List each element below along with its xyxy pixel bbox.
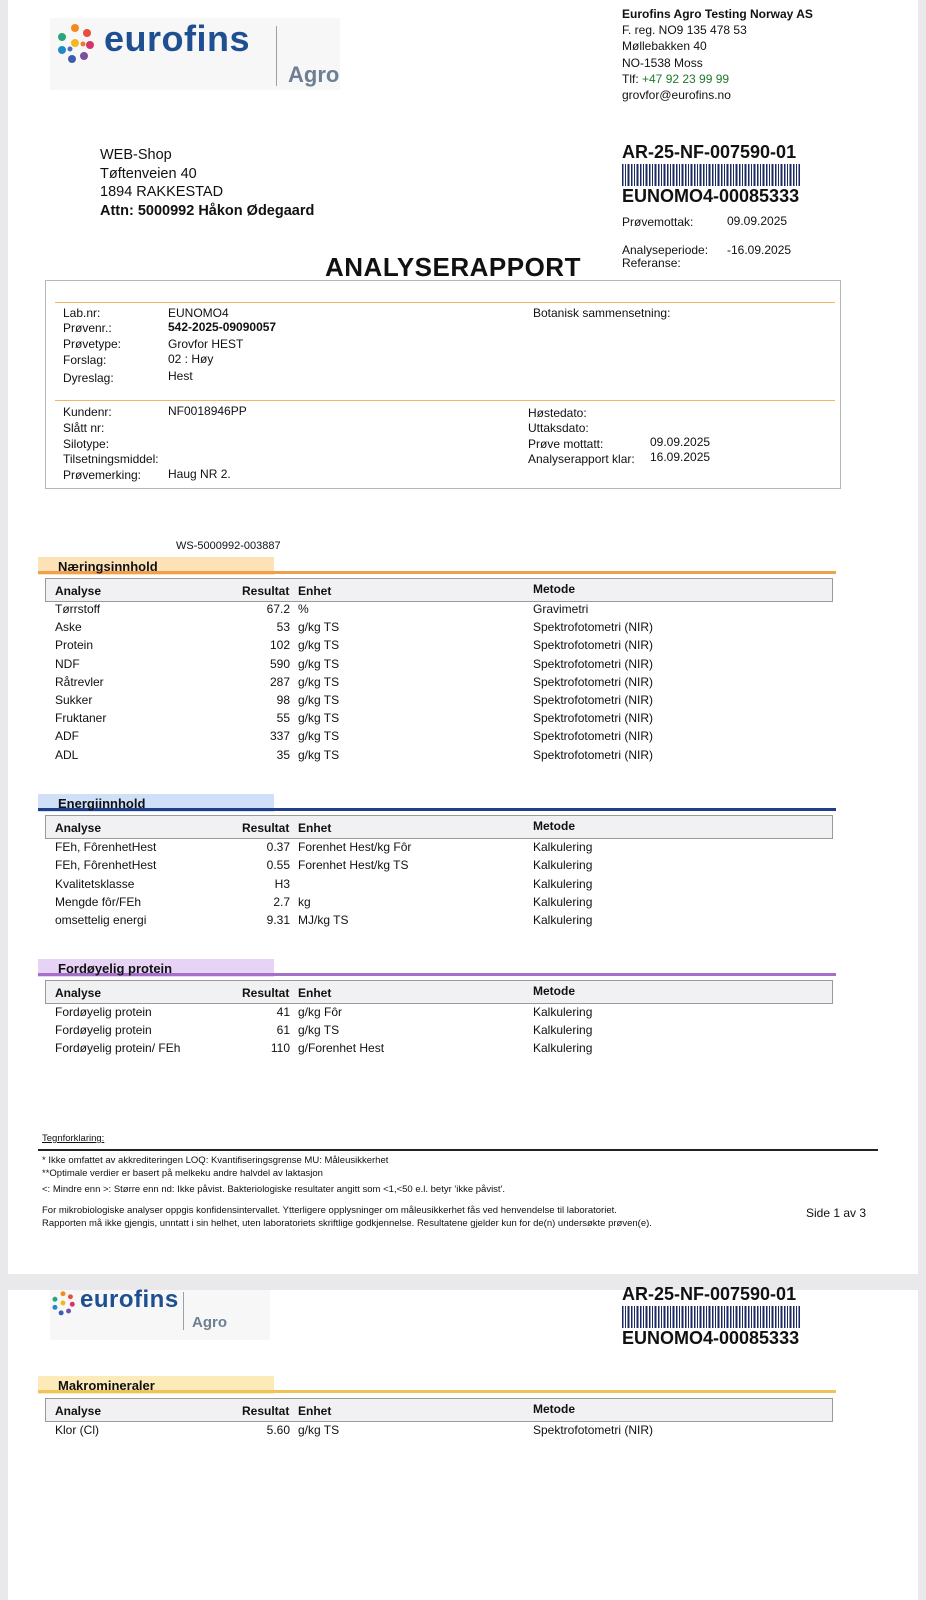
cell-resultat: 590 — [269, 656, 290, 671]
cell-metode: Kalkulering — [533, 1041, 593, 1055]
info-divider-top — [55, 302, 835, 303]
forslag-label: Forslag: — [63, 353, 107, 367]
col-analyse: Analyse — [55, 1404, 102, 1418]
klar-label: Analyserapport klar: — [528, 452, 635, 466]
uttaksdato-label: Uttaksdato: — [528, 421, 589, 435]
col-metode: Metode — [533, 1402, 575, 1416]
cell-enhet: g/kg TS — [298, 693, 340, 707]
provenr-value: 542-2025-09090057 — [168, 320, 277, 334]
sample-info-box — [45, 280, 841, 489]
cell-resultat: 5.60 — [266, 1423, 290, 1437]
col-enhet: Enhet — [298, 584, 332, 598]
cell-resultat: 0.37 — [266, 840, 290, 854]
logo-wordmark: eurofins — [104, 18, 251, 59]
dyreslag-label: Dyreslag: — [63, 371, 114, 385]
cell-analyse: Protein — [55, 638, 94, 653]
recipient-address — [100, 146, 314, 220]
cell-enhet: g/Forenhet Hest — [298, 1041, 385, 1055]
logo-divider — [276, 26, 277, 86]
legend-line1: * Ikke omfattet av akkrediteringen LOQ: Kvantifiseringsgrense MU: Måleusikkerhet — [42, 1155, 389, 1166]
energi-header-line — [38, 808, 836, 811]
cell-enhet: g/kg Fôr — [298, 1005, 343, 1019]
report-number: AR-25-NF-007590-01 — [622, 142, 797, 162]
legend-heading: Tegnforklaring: — [42, 1133, 105, 1144]
cell-metode: Kalkulering — [533, 894, 593, 909]
col-enhet: Enhet — [298, 821, 332, 835]
cell-analyse: NDF — [55, 656, 80, 671]
fordoyelig-table-header — [45, 980, 833, 1004]
cell-resultat: 98 — [276, 693, 290, 707]
prove-mottatt-label: Prøve mottatt: — [528, 437, 604, 451]
col-resultat: Resultat — [242, 584, 290, 598]
cell-metode: Kalkulering — [533, 1005, 593, 1019]
provenr-label: Prøvenr.: — [63, 321, 112, 335]
company-email[interactable]: grovfor@eurofins.no — [622, 88, 731, 103]
logo-agro: Agro — [288, 62, 340, 87]
col-metode: Metode — [533, 984, 575, 998]
cell-resultat: 41 — [276, 1005, 290, 1019]
cell-metode: Spektrofotometri (NIR) — [533, 620, 654, 635]
forslag-value: 02 : Høy — [168, 352, 214, 366]
cell-analyse: Fordøyelig protein/ FEh — [55, 1041, 181, 1055]
cell-analyse: Aske — [55, 620, 82, 635]
col-enhet: Enhet — [298, 986, 332, 1000]
report-number: AR-25-NF-007590-01 — [622, 1284, 797, 1304]
cell-resultat: 35 — [276, 747, 290, 762]
cell-metode: Spektrofotometri (NIR) — [533, 1423, 654, 1437]
logo-agro: Agro — [192, 1314, 227, 1331]
cell-metode: Spektrofotometri (NIR) — [533, 674, 654, 689]
cell-analyse: FEh, FôrenhetHest — [55, 858, 157, 873]
botanisk-label: Botanisk sammensetning: — [533, 306, 671, 320]
report-page-1 — [8, 0, 918, 1274]
sample-code: EUNOMO4-00085333 — [622, 1328, 800, 1348]
tilsetning-label: Tilsetningsmiddel: — [63, 452, 159, 466]
dyreslag-value: Hest — [168, 369, 193, 383]
cell-analyse: Fordøyelig protein — [55, 1005, 152, 1019]
eurofins-dots-icon — [50, 1290, 76, 1316]
period-value: -16.09.2025 — [727, 243, 792, 257]
cell-enhet: % — [298, 602, 309, 616]
cell-resultat: 110 — [270, 1041, 290, 1055]
barcode-image — [622, 164, 800, 186]
prove-mottatt-value: 09.09.2025 — [650, 435, 711, 449]
recipient-attn: Attn: 5000992 Håkon Ødegaard — [100, 202, 315, 219]
cell-analyse: Tørrstoff — [55, 602, 101, 616]
provemerking-label: Prøvemerking: — [63, 468, 142, 482]
cell-resultat: 53 — [276, 620, 290, 635]
recipient-line3: 1894 RAKKESTAD — [100, 184, 224, 200]
legend-line4: For mikrobiologiske analyser oppgis konfidensintervallet. Ytterligere opplysninger om måleusikkerhet fås ved henvendelse til laboratoriet. — [42, 1205, 617, 1216]
cell-resultat: 0.55 — [266, 858, 290, 873]
info-divider-mid — [55, 400, 835, 401]
cell-analyse: Fordøyelig protein — [55, 1023, 152, 1037]
col-enhet: Enhet — [298, 1404, 332, 1418]
cell-analyse: Råtrevler — [55, 674, 104, 689]
labnr-value: EUNOMO4 — [168, 306, 229, 320]
company-reg: F. reg. NO9 135 478 53 — [622, 23, 747, 38]
cell-metode: Kalkulering — [533, 858, 593, 873]
cell-enhet: Forenhet Hest/kg TS — [298, 858, 409, 873]
received-label: Prøvemottak: — [622, 215, 694, 229]
legend-line3: <: Mindre enn >: Større enn nd: Ikke påvist. Bakteriologiske resultater angitt som <1,<50 e.l. betyr 'ikke påvist'. — [42, 1184, 506, 1195]
cell-enhet: g/kg TS — [298, 747, 340, 762]
recipient-line2: Tøftenveien 40 — [100, 165, 197, 182]
cell-metode: Kalkulering — [533, 876, 593, 891]
provetype-label: Prøvetype: — [63, 337, 122, 351]
hostedato-label: Høstedato: — [528, 406, 587, 420]
cell-enhet: g/kg TS — [298, 1423, 340, 1437]
cell-enhet: g/kg TS — [298, 711, 340, 726]
cell-enhet: kg — [298, 894, 311, 909]
cell-analyse: omsettelig energi — [55, 913, 147, 928]
provemerking-value: Haug NR 2. — [168, 467, 231, 481]
cell-analyse: Fruktaner — [55, 711, 107, 726]
cell-metode: Kalkulering — [533, 840, 593, 854]
klar-value: 16.09.2025 — [650, 450, 711, 464]
cell-resultat: 2.7 — [273, 894, 290, 909]
period-label: Analyseperiode: — [622, 243, 709, 257]
company-block — [622, 6, 813, 103]
cell-enhet: Forenhet Hest/kg Fôr — [298, 840, 412, 854]
col-resultat: Resultat — [242, 986, 290, 1000]
col-analyse: Analyse — [55, 986, 102, 1000]
report-page-2 — [8, 1284, 918, 1600]
received-value: 09.09.2025 — [727, 214, 788, 228]
eurofins-logo-small — [50, 1286, 270, 1340]
cell-enhet: g/kg TS — [298, 656, 340, 671]
logo-divider — [183, 1292, 184, 1330]
cell-resultat: 102 — [269, 638, 290, 653]
col-analyse: Analyse — [55, 821, 102, 835]
legend-line5: Rapporten må ikke gjengis, unntatt i sin helhet, uten laboratoriets skriftlige godkjennelse. Resultatene gjelder kun for de(n) undersøkte prøven(e). — [42, 1218, 652, 1229]
silotype-label: Silotype: — [63, 437, 110, 451]
col-metode: Metode — [533, 819, 575, 833]
cell-metode: Spektrofotometri (NIR) — [533, 729, 654, 744]
slatt-label: Slått nr: — [63, 421, 105, 435]
cell-analyse: Mengde fôr/FEh — [55, 894, 142, 909]
cell-analyse: FEh, FôrenhetHest — [55, 840, 157, 854]
cell-enhet: MJ/kg TS — [298, 913, 349, 928]
legend-line2: **Optimale verdier er basert på melkeku andre halvdel av laktasjon — [42, 1168, 323, 1179]
makro-title: Makromineraler — [58, 1378, 155, 1393]
cell-resultat: 67.2 — [266, 602, 290, 616]
cell-metode: Kalkulering — [533, 1023, 593, 1037]
cell-analyse: ADF — [55, 729, 79, 744]
cell-resultat: 61 — [276, 1023, 290, 1037]
cell-metode: Spektrofotometri (NIR) — [533, 656, 654, 671]
cell-metode: Gravimetri — [533, 602, 589, 616]
cell-metode: Spektrofotometri (NIR) — [533, 711, 654, 726]
recipient-line1: WEB-Shop — [100, 147, 172, 163]
logo-wordmark: eurofins — [80, 1286, 179, 1313]
naering-table-header — [45, 578, 833, 602]
barcode-image — [622, 1306, 800, 1328]
cell-resultat: 9.31 — [266, 913, 290, 928]
cell-analyse: Kvalitetsklasse — [55, 876, 135, 891]
page-number: Side 1 av 3 — [806, 1206, 867, 1220]
cell-enhet: g/kg TS — [298, 1023, 340, 1037]
reference-label: Referanse: — [622, 256, 681, 270]
company-street: Møllebakken 40 — [622, 39, 707, 54]
kundenr-label: Kundenr: — [63, 405, 112, 419]
naering-title: Næringsinnhold — [58, 559, 158, 574]
makro-table-header — [45, 1398, 833, 1422]
cell-resultat: 55 — [276, 711, 290, 726]
company-phone-line — [622, 71, 813, 87]
cell-metode: Spektrofotometri (NIR) — [533, 747, 654, 762]
cell-enhet: g/kg TS — [298, 620, 340, 635]
company-phone[interactable]: +47 92 23 99 99 — [642, 71, 730, 86]
company-phone-label: Tlf: — [622, 71, 642, 86]
col-resultat: Resultat — [242, 821, 290, 835]
footer-rule — [38, 1149, 878, 1151]
col-metode: Metode — [533, 582, 575, 596]
energi-table-header — [45, 815, 833, 839]
cell-enhet: g/kg TS — [298, 729, 340, 744]
makro-header-line — [38, 1390, 836, 1393]
company-name: Eurofins Agro Testing Norway AS — [622, 7, 813, 21]
cell-analyse: Klor (Cl) — [55, 1423, 99, 1437]
fordoyelig-title: Fordøyelig protein — [58, 961, 173, 976]
col-analyse: Analyse — [55, 584, 102, 598]
eurofins-dots-icon — [54, 22, 96, 64]
energi-title: Energiinnhold — [58, 796, 146, 811]
ws-number: WS-5000992-003887 — [176, 540, 281, 552]
cell-resultat: 287 — [269, 674, 290, 689]
cell-enhet: g/kg TS — [298, 638, 340, 653]
eurofins-logo — [50, 18, 340, 90]
cell-metode: Spektrofotometri (NIR) — [533, 693, 654, 707]
cell-metode: Kalkulering — [533, 913, 593, 928]
col-resultat: Resultat — [242, 1404, 290, 1418]
cell-enhet: g/kg TS — [298, 674, 340, 689]
sample-code: EUNOMO4-00085333 — [622, 186, 800, 206]
report-title: ANALYSERAPPORT — [325, 252, 581, 282]
kundenr-value: NF0018946PP — [168, 404, 247, 418]
cell-metode: Spektrofotometri (NIR) — [533, 638, 654, 653]
cell-analyse: ADL — [55, 747, 79, 762]
cell-resultat: H3 — [274, 876, 290, 891]
provetype-value: Grovfor HEST — [168, 337, 244, 351]
cell-analyse: Sukker — [55, 693, 93, 707]
labnr-label: Lab.nr: — [63, 306, 101, 320]
cell-resultat: 337 — [269, 729, 290, 744]
company-city: NO-1538 Moss — [622, 55, 703, 70]
